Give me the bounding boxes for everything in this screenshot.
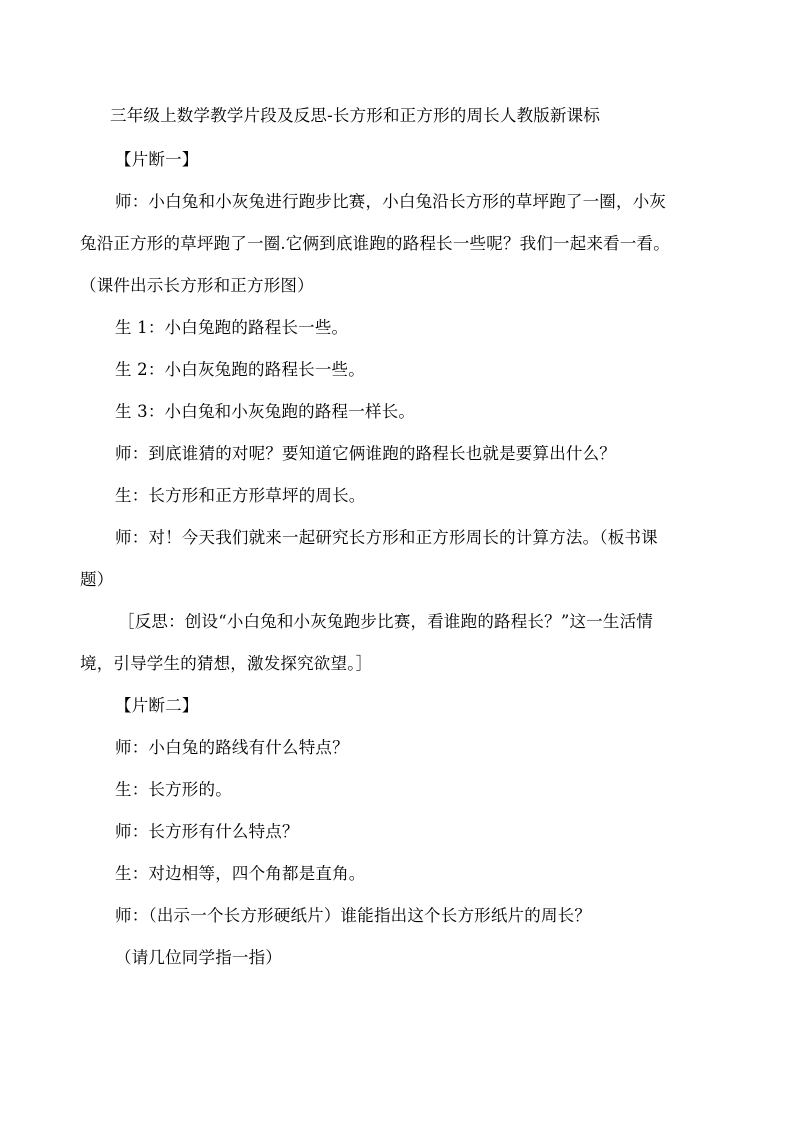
paragraph-line: 生：对边相等，四个角都是直角。	[115, 864, 366, 883]
document-title: 三年级上数学教学片段及反思-长方形和正方形的周长人教版新课标	[110, 106, 601, 125]
paragraph-line: 生 3：小白兔和小灰兔跑的路程一样长。	[115, 402, 416, 421]
reflection-line: ［反思：创设“小白兔和小灰兔跑步比赛，看谁跑的路程长？”这一生活情	[118, 612, 653, 631]
paragraph-line: 师：小白兔和小灰兔进行跑步比赛，小白兔沿长方形的草坪跑了一圈，小灰	[115, 192, 667, 211]
paragraph-line: 师：对！今天我们就来一起研究长方形和正方形周长的计算方法。（板书课	[115, 528, 658, 547]
paragraph-line: 生：长方形的。	[115, 780, 232, 799]
section-heading-1: 【片断一】	[115, 150, 199, 169]
paragraph-line: 生 1：小白兔跑的路程长一些。	[115, 318, 349, 337]
paragraph-line: 师：（出示一个长方形硬纸片）谁能指出这个长方形纸片的周长？	[115, 906, 592, 925]
paragraph-line: 兔沿正方形的草坪跑了一圈.它俩到底谁跑的路程长一些呢？我们一起来看一看。	[80, 234, 670, 253]
paragraph-line: （课件出示长方形和正方形图）	[80, 276, 314, 295]
paragraph-line: （请几位同学指一指）	[115, 948, 282, 967]
paragraph-line: 师：到底谁猜的对呢？要知道它俩谁跑的路程长也就是要算出什么？	[115, 444, 616, 463]
paragraph-line: 生 2：小白灰兔跑的路程长一些。	[115, 360, 365, 379]
section-heading-2: 【片断二】	[115, 696, 199, 715]
paragraph-line: 题）	[80, 570, 114, 589]
paragraph-line: 生：长方形和正方形草坪的周长。	[115, 486, 366, 505]
paragraph-line: 师：长方形有什么特点？	[115, 822, 299, 841]
paragraph-line: 师：小白兔的路线有什么特点？	[115, 738, 349, 757]
reflection-line: 境，引导学生的猜想，激发探究欲望。］	[80, 654, 373, 673]
